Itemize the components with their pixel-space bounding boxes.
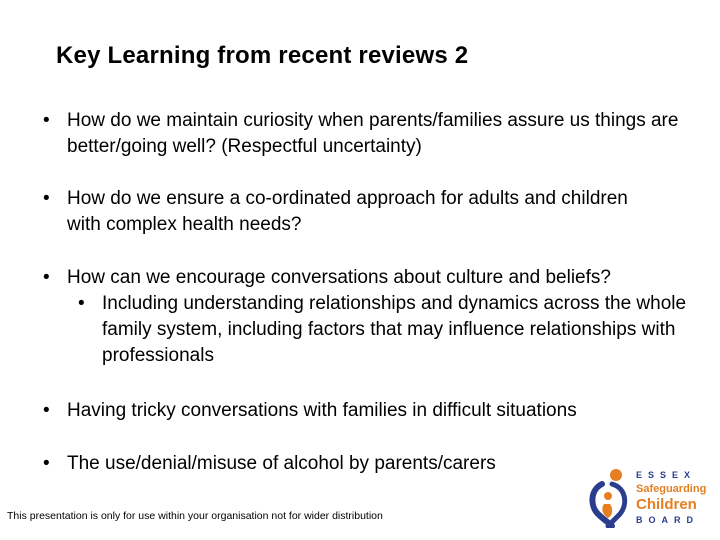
sub-bullet-text: Including understanding relationships and dynamics across the whole family system, including factors that may influence relationships with professionals xyxy=(102,293,687,366)
bullet-text: How do we ensure a co-ordinated approach for adults and children with complex health needs? xyxy=(67,188,628,235)
bullet-item xyxy=(43,108,683,160)
bullet-marker: • xyxy=(43,188,50,209)
essex-safeguarding-logo xyxy=(582,466,714,528)
bullet-text: The use/denial/misuse of alcohol by parents/carers xyxy=(67,453,496,474)
bullet-item xyxy=(43,186,643,238)
bullet-marker: • xyxy=(43,267,50,288)
bullet-text: How do we maintain curiosity when parents/families assure us things are better/going well? (Respectful uncertainty) xyxy=(67,110,679,157)
slide-title: Key Learning from recent reviews 2 xyxy=(56,42,469,69)
bullet-marker: • xyxy=(43,453,50,474)
bullet-text: How can we encourage conversations about culture and beliefs? xyxy=(67,267,611,288)
bullet-marker: • xyxy=(43,110,50,131)
logo-safeguarding-text: Safeguarding xyxy=(636,483,707,495)
family-figure-icon xyxy=(582,466,638,528)
footer-disclaimer: This presentation is only for use within your organisation not for wider distribution xyxy=(7,510,383,522)
bullet-marker: • xyxy=(43,400,50,421)
logo-children-text: Children xyxy=(636,496,697,513)
bullet-text: Having tricky conversations with families in difficult situations xyxy=(67,400,577,421)
logo-essex-text: ESSEX xyxy=(636,470,697,480)
bullet-item xyxy=(43,398,708,424)
logo-board-text: BOARD xyxy=(636,515,699,525)
sub-bullet-item xyxy=(78,291,708,369)
bullet-item xyxy=(43,265,708,291)
sub-bullet-marker: • xyxy=(78,293,85,314)
